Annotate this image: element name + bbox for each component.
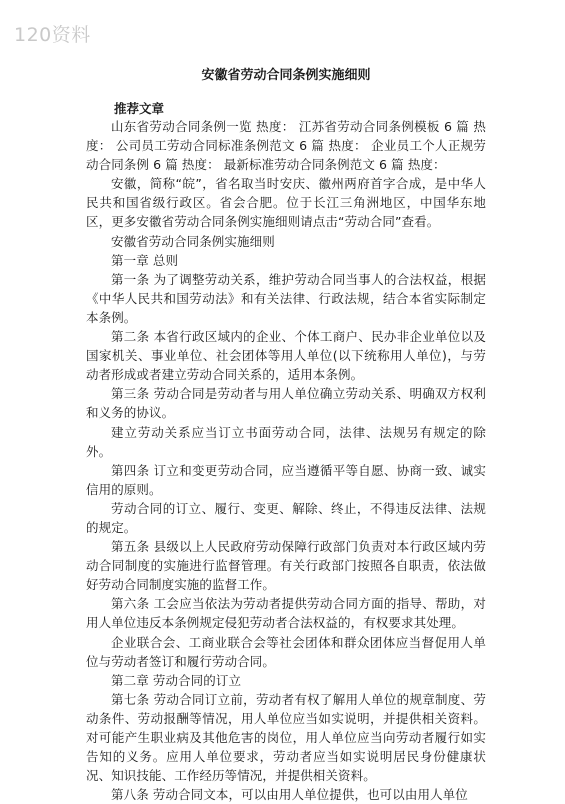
watermark: 120资料 bbox=[14, 24, 91, 46]
article-paragraph: 建立劳动关系应当订立书面劳动合同，法律、法规另有规定的除外。 bbox=[86, 424, 486, 459]
document-title: 安徽省劳动合同条例实施细则 bbox=[201, 68, 371, 83]
recommended-heading: 推荐文章 bbox=[114, 101, 165, 116]
article-paragraph: 第四条 订立和变更劳动合同，应当遵循平等自愿、协商一致、诚实信用的原则。 bbox=[86, 462, 486, 497]
intro-paragraph: 安徽，简称“皖”，省名取当时安庆、徽州两府首字合成，是中华人民共和国省级行政区。省会合肥。位于长江三角洲地区，中国华东地区，更多安徽省劳动合同条例实施细则请点击“劳动合同”查看。 bbox=[86, 176, 486, 230]
chapter-heading: 第一章 总则 bbox=[111, 252, 179, 268]
regulation-title-line: 安徽省劳动合同条例实施细则 bbox=[111, 233, 275, 249]
article-paragraph: 企业联合会、工商业联合会等社会团体和群众团体应当督促用人单位与劳动者签订和履行劳动合同。 bbox=[86, 634, 486, 669]
document-body bbox=[86, 117, 486, 804]
article-paragraph: 第二条 本省行政区域内的企业、个体工商户、民办非企业单位以及国家机关、事业单位、社会团体等用人单位(以下统称用人单位)，与劳动者形成或者建立劳动合同关系的，适用本条例。 bbox=[86, 329, 486, 383]
recommended-links-paragraph[interactable]: 山东省劳动合同条例一览 热度： 江苏省劳动合同条例模板 6 篇 热度： 公司员工劳动合同标准条例范文 6 篇 热度： 企业员工个人正规劳动合同条例 6 篇 热度： 最新标准劳动合同条例范文 6 篇 热度： bbox=[86, 119, 486, 173]
article-paragraph: 第三条 劳动合同是劳动者与用人单位确立劳动关系、明确双方权利和义务的协议。 bbox=[86, 386, 486, 421]
article-paragraph: 第六条 工会应当依法为劳动者提供劳动合同方面的指导、帮助，对用人单位违反本条例规定侵犯劳动者合法权益的，有权要求其处理。 bbox=[86, 596, 486, 631]
article-paragraph: 第八条 劳动合同文本，可以由用人单位提供，也可以由用人单位 bbox=[111, 787, 468, 803]
article-paragraph: 第七条 劳动合同订立前，劳动者有权了解用人单位的规章制度、劳动条件、劳动报酬等情况，用人单位应当如实说明，并提供相关资料。对可能产生职业病及其他危害的岗位，用人单位应当向劳动者履行如实告知的义务。应用人单位要求，劳动者应当如实说明居民身份健康状况、知识技能、工作经历等情况，并提供相关资料。 bbox=[86, 691, 486, 784]
chapter-heading: 第二章 劳动合同的订立 bbox=[111, 672, 242, 688]
article-paragraph: 第五条 县级以上人民政府劳动保障行政部门负责对本行政区域内劳动合同制度的实施进行监督管理。有关行政部门按照各自职责，依法做好劳动合同制度实施的监督工作。 bbox=[86, 539, 486, 593]
article-paragraph: 劳动合同的订立、履行、变更、解除、终止，不得违反法律、法规的规定。 bbox=[86, 500, 486, 535]
article-paragraph: 第一条 为了调整劳动关系，维护劳动合同当事人的合法权益，根据《中华人民共和国劳动法》和有关法律、行政法规，结合本省实际制定本条例。 bbox=[86, 271, 486, 325]
